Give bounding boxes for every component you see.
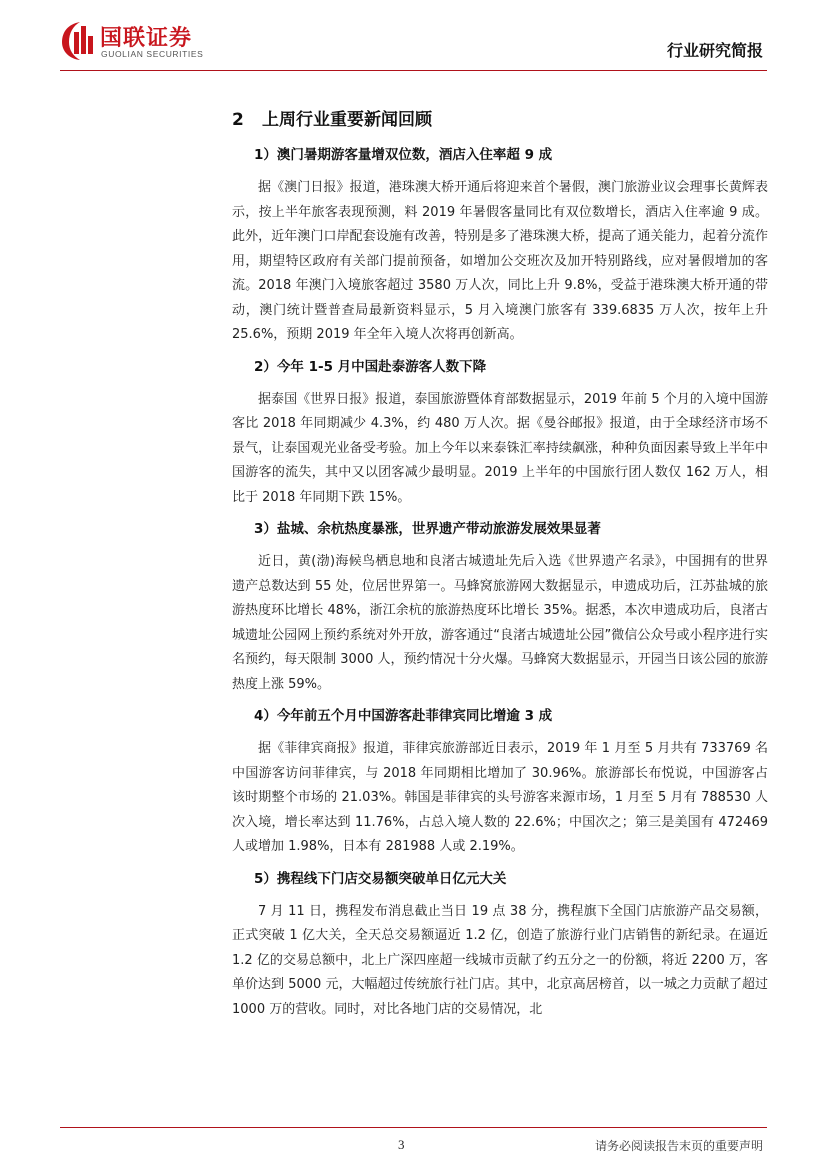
report-type-label: 行业研究简报 [666,41,763,60]
document-body [232,106,768,1026]
news-paragraph: 据《澳门日报》报道，港珠澳大桥开通后将迎来首个暑假，澳门旅游业议会理事长黄辉表示，按上半年旅客表现预测，料 2019 年暑假客量同比有双位数增长，酒店入住率逾 9 成。此外，近年澳门口岸配套设施有改善，特别是多了港珠澳大桥，提高了通关能力，起着分流作用，期望特区政府有关部门提前预备，如增加公交班次及加开特别路线，应对暑假增加的客流。2018 年澳门入境旅客超过 3580 万人次，同比上升 9.8%，受益于港珠澳大桥开通的带动，澳门统计暨普查局最新资料显示，5 月入境澳门旅客有 339.6835 万人次，按年上升 25.6%，预期 2019 年全年入境人次将再创新高。 [232,180,768,342]
news-paragraph: 据泰国《世界日报》报道，泰国旅游暨体育部数据显示，2019 年前 5 个月的入境中国游客比 2018 年同期减少 4.3%，约 480 万人次。据《曼谷邮报》报道，由于全球经济市场不景气，让泰国观光业备受考验。加上今年以来泰铢汇率持续飙涨，种种负面因素导致上半年中国游客的流失，其中又以团客减少最明显。2019 上半年的中国旅行团人数仅 162 万人，相比于 2018 年同期下跌 15%。 [232,391,768,505]
disclaimer-note: 请务必阅读报告末页的重要声明 [594,1139,763,1153]
news-item [232,356,768,511]
news-heading: 5）携程线下门店交易额突破单日亿元大关 [254,870,507,887]
page-footer [0,1118,827,1169]
page-number: 3 [398,1137,405,1152]
news-paragraph: 据《菲律宾商报》报道，菲律宾旅游部近日表示，2019 年 1 月至 5 月共有 733769 名中国游客访问菲律宾，与 2018 年同期相比增加了 30.96%。旅游部长布悦说，中国游客占该时期整个市场的 21.03%。韩国是菲律宾的头号游客来源市场，1 月至 5 月有 788530 人次入境，增长率达到 11.76%，占总入境人数的 22.6%；中国次之；第三是美国有 472469 人或增加 1.98%，日本有 281988 人或 2.19%。 [232,741,768,854]
section-title: 上周行业重要新闻回顾 [262,110,432,130]
logo-mark-icon [60,18,96,62]
section-heading [232,106,768,134]
footer-divider [60,1127,767,1128]
logo-chinese-name: 国联证券 [100,26,193,51]
news-heading: 2）今年 1-5 月中国赴泰游客人数下降 [254,358,487,375]
news-paragraph: 7 月 11 日，携程发布消息截止当日 19 点 38 分，携程旗下全国门店旅游产品交易额，正式突破 1 亿大关，全天总交易额逼近 1.2 亿，创造了旅游行业门店销售的新纪录。在逼近 1.2 亿的交易总额中，北上广深四座超一线城市贡献了约五分之一的份额，将近 2200 万，客单价达到 5000 元，大幅超过传统旅行社门店。其中，北京高居榜首，以一城之力贡献了超过 1000 万的营收。同时，对比各地门店的交易情况，北 [232,903,768,1017]
page-header [0,0,827,75]
news-paragraph: 近日，黄(渤)海候鸟栖息地和良渚古城遗址先后入选《世界遗产名录》，中国拥有的世界遗产总数达到 55 处，位居世界第一。马蜂窝旅游网大数据显示，申遗成功后，江苏盐城的旅游热度环比增长 48%，浙江余杭的旅游热度环比增长 35%。据悉，本次申遗成功后，良渚古城遗址公园网上预约系统对外开放，游客通过“良渚古城遗址公园”微信公众号或小程序进行实名预约，每天限制 3000 人，预约情况十分火爆。马蜂窝大数据显示，开园当日该公园的旅游热度上涨 59%。 [232,554,768,692]
logo-english-name: GUOLIAN SECURITIES [101,49,204,59]
news-item [232,868,768,1023]
news-heading: 3）盐城、余杭热度暴涨，世界遗产带动旅游发展效果显著 [254,521,601,537]
section-number: 2 [232,110,244,130]
news-item [232,518,768,697]
news-item [232,705,768,860]
header-divider [60,70,767,71]
news-item [232,144,768,348]
news-heading: 4）今年前五个月中国游客赴菲律宾同比增逾 3 成 [254,708,553,724]
company-logo [60,18,230,66]
news-heading: 1）澳门暑期游客量增双位数，酒店入住率超 9 成 [254,147,553,163]
